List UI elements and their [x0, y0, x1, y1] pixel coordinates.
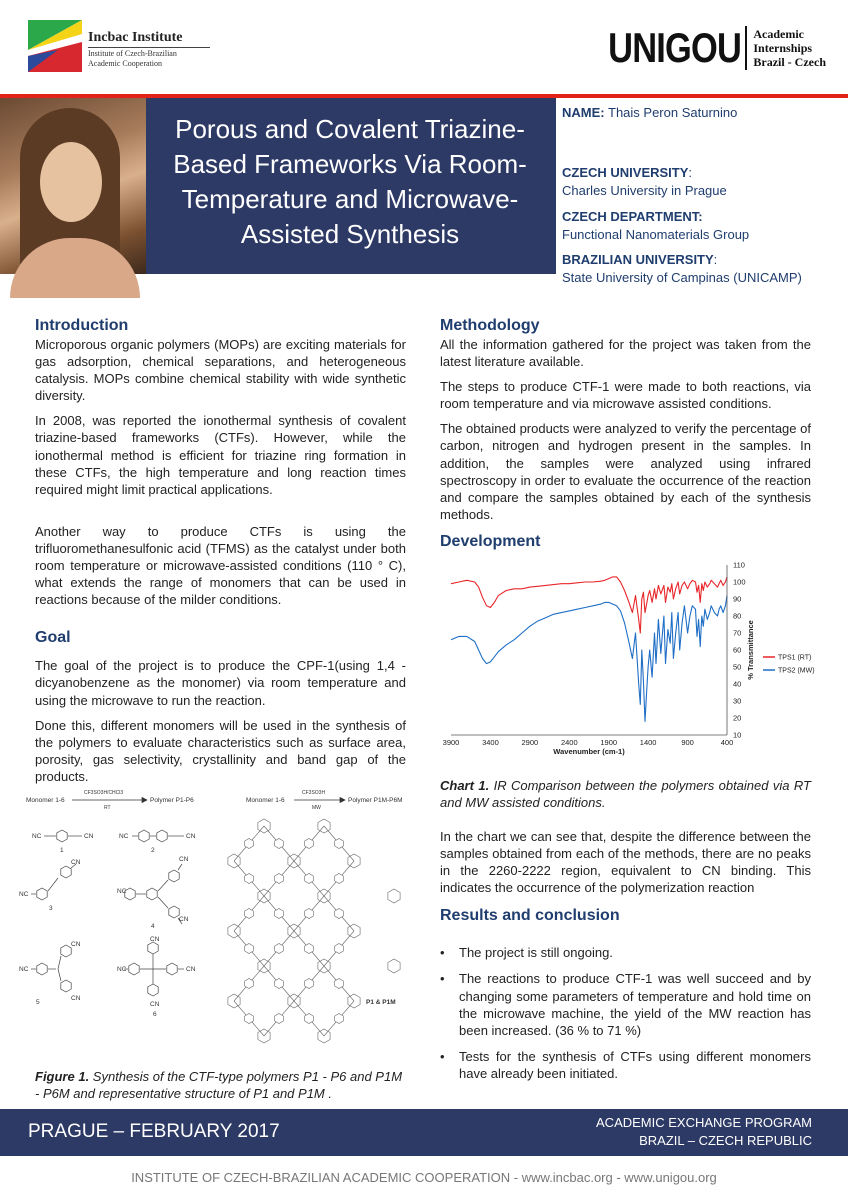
benzene-ring [37, 963, 47, 975]
right-column [440, 316, 811, 552]
institute-name: Incbac Institute [88, 30, 183, 45]
ir-y-tick-label: 60 [733, 645, 742, 655]
phenyl-linker [245, 979, 254, 989]
phenyl-linker [275, 1014, 284, 1024]
phenyl-linker [305, 839, 314, 849]
unigou-divider [745, 26, 747, 70]
phenyl-linker [305, 874, 314, 884]
development-paragraph: In the chart we can see that, despite the difference between the samples obtained from each of the methods, there are no peaks in the 2260-2222 region, equivalent to CN binding. This indicates the occurrence of the polymerization reaction [440, 829, 811, 896]
ir-legend-label: TPS2 (MW) [778, 667, 815, 675]
phenyl-linker [335, 874, 344, 884]
bond [158, 897, 168, 908]
phenyl-linker [245, 909, 254, 919]
bond [158, 880, 168, 891]
ir-x-tick-label: 2900 [521, 738, 539, 747]
czech-department-value: Functional Nanomaterials Group [562, 227, 750, 242]
ir-series-group [451, 577, 727, 722]
title-line: Based Frameworks Via Room- [173, 149, 527, 179]
unigou-tagline-line: Brazil - Czech [753, 55, 826, 69]
benzene-ring [139, 830, 149, 842]
czech-department-row [562, 208, 842, 244]
results-item: • Tests for the synthesis of CTFs using different monomers have already been initiated. [440, 1048, 811, 1082]
monomer-label: CN [71, 941, 81, 948]
phenyl-linker [335, 839, 344, 849]
results-item: • The reactions to produce CTF-1 was well succeed and by changing some parameters of temperature and hold time on the microwave machine, the yield of the MW reaction has been increased. (36 % to 71 %) [440, 970, 811, 1038]
benzene-ring [57, 830, 67, 842]
right-scheme-to: Polymer P1M-P6M [348, 797, 403, 804]
monomer-structures [31, 830, 184, 996]
ir-y-axis-label: % Transmittance [746, 620, 755, 680]
monomer-label: CN [186, 966, 196, 973]
phenyl-linker [305, 1014, 314, 1024]
introduction-heading: Introduction [35, 317, 129, 334]
monomer-label: NC [19, 966, 29, 973]
monomer-label: NC [119, 833, 129, 840]
benzene-ring [37, 888, 47, 900]
title-line: Assisted Synthesis [240, 219, 460, 249]
monomer-number: 6 [153, 1011, 157, 1018]
ir-y-tick-label: 20 [733, 713, 742, 723]
ir-x-tick-label: 400 [720, 738, 734, 747]
ir-x-axis-label: Wavenumber (cm-1) [553, 747, 625, 756]
development-heading: Development [440, 532, 541, 550]
institute-sub-line: Institute of Czech-Brazilian [88, 49, 177, 58]
phenyl-linker [275, 979, 284, 989]
monomer-label: NC [32, 833, 42, 840]
methodology-paragraph: The steps to produce CTF-1 were made to both reactions, via room temperature and via microwave assisted conditions. [440, 379, 811, 412]
incbac-logo [28, 20, 208, 72]
poster-footer [0, 1109, 848, 1156]
ir-x-tick-label: 2400 [560, 738, 578, 747]
ir-x-tick-label: 1400 [639, 738, 657, 747]
name-value: Thais Peron Saturnino [608, 105, 738, 120]
program-line: BRAZIL – CZECH REPUBLIC [639, 1133, 812, 1148]
ir-y-tick-label: 40 [733, 679, 742, 689]
city-date: PRAGUE – FEBRUARY 2017 [28, 1121, 280, 1142]
phenyl-linker [245, 1014, 254, 1024]
synthesis-scheme-svg [14, 786, 420, 1064]
poster-title [160, 112, 540, 252]
structure-label: P1 & P1M [366, 999, 396, 1006]
unigou-tagline [753, 27, 826, 69]
ir-x-tick-label: 3400 [482, 738, 499, 747]
ir-y-tick-label: 90 [733, 594, 742, 604]
brazilian-university-value: State University of Campinas (UNICAMP) [562, 270, 802, 285]
monomer-label: NC [117, 966, 127, 973]
chart-caption-text: IR Comparison between the polymers obtained via RT and MW assisted conditions. [440, 778, 811, 810]
phenyl-linker [305, 909, 314, 919]
ir-y-tick-label: 80 [733, 611, 742, 621]
title-line: Temperature and Microwave- [181, 184, 519, 214]
methodology-heading: Methodology [440, 317, 540, 334]
methodology-paragraph: The obtained products were analyzed to verify the percentage of carbon, nitrogen and hydrogen present in the samples. In addition, the samples were analyzed using infrared spectroscopy in order to evaluate the occurrence of the reaction and compare the samples obtained by each of the synthesis methods. [440, 421, 811, 522]
phenyl-linker [275, 874, 284, 884]
ir-y-tick-label: 50 [733, 662, 742, 672]
results-heading: Results and conclusion [440, 907, 620, 925]
benzene-ring [148, 942, 158, 954]
incbac-flag-icon [28, 20, 82, 72]
monomer-label: CN [71, 859, 81, 866]
benzene-ring [167, 963, 177, 975]
goal-heading: Goal [35, 629, 71, 647]
ir-y-tick-label: 70 [733, 628, 742, 638]
phenyl-linker [305, 979, 314, 989]
ir-x-tick-label: 900 [681, 738, 694, 747]
results-list [440, 944, 811, 1082]
institute-sub-line: Academic Cooperation [88, 59, 162, 68]
benzene-ring [61, 980, 71, 992]
phenyl-linker [275, 839, 284, 849]
monomer-number: 2 [151, 847, 155, 854]
figure-caption-label: Figure 1. [35, 1069, 90, 1084]
czech-university-value: Charles University in Prague [562, 183, 727, 198]
phenyl-linker [335, 979, 344, 989]
monomer-number: 1 [60, 847, 64, 854]
program-line: ACADEMIC EXCHANGE PROGRAM [596, 1115, 812, 1130]
benzene-ring [169, 870, 179, 882]
chart-caption [440, 777, 811, 811]
bond [48, 878, 58, 891]
introduction-paragraph: In 2008, was reported the ionothermal synthesis of covalent triazine-based frameworks (CTFs). However, while the ionothermal method is efficient for triazine ring formation in these CTFs, the high temperature and long reaction times required might limit practical applications. [35, 413, 406, 497]
phenyl-linker [245, 874, 254, 884]
development-section [440, 777, 811, 1082]
author-photo [0, 98, 146, 274]
name-row [562, 104, 842, 122]
monomer-label: CN [186, 833, 196, 840]
goal-paragraph: The goal of the project is to produce the CPF-1(using 1,4 - dicyanobenzene as the monomer) via room temperature and using the microwave to run the reaction. [35, 658, 406, 708]
benzene-ring [61, 945, 71, 957]
right-scheme-condition-top: CF3SO3H [302, 790, 326, 796]
right-scheme-from: Monomer 1-6 [246, 797, 285, 804]
bond [58, 956, 61, 969]
program-name [596, 1114, 812, 1150]
unigou-logo [579, 22, 826, 74]
results-item: • The project is still ongoing. [440, 944, 811, 961]
ir-y-tick-label: 10 [733, 730, 742, 740]
triazine-ring [388, 889, 400, 903]
triazine-ring [388, 959, 400, 973]
phenyl-linker [305, 944, 314, 954]
ir-x-tick-label: 1900 [600, 738, 618, 747]
framework-structure [228, 819, 400, 1043]
monomer-number: 5 [36, 999, 40, 1006]
monomer-label: CN [150, 1001, 160, 1008]
synthesis-figure [14, 786, 420, 1064]
benzene-ring [129, 963, 139, 975]
unigou-tagline-line: Academic [753, 27, 805, 41]
methodology-paragraph: All the information gathered for the project was taken from the latest literature available. [440, 337, 811, 370]
introduction-paragraph: Microporous organic polymers (MOPs) are exciting materials for gas adsorption, chemical separations, and heterogeneous catalysis. MOPs combine chemical stability with wide synthetic diversity. [35, 337, 406, 404]
left-scheme-to: Polymer P1-P6 [150, 797, 194, 804]
monomer-label: NC [19, 891, 29, 898]
phenyl-linker [335, 1014, 344, 1024]
phenyl-linker [245, 944, 254, 954]
left-scheme-condition-top: CF3SO3H/CHCl3 [84, 790, 124, 796]
benzene-ring [157, 830, 167, 842]
figure-caption [35, 1068, 406, 1102]
czech-university-colon: : [688, 165, 693, 180]
czech-department-label: CZECH DEPARTMENT: [562, 209, 703, 224]
phenyl-linker [245, 839, 254, 849]
brazilian-university-label: BRAZILIAN UNIVERSITY [562, 252, 714, 267]
monomer-number: 4 [151, 923, 155, 930]
czech-university-label: CZECH UNIVERSITY [562, 165, 689, 180]
ir-series-line [451, 596, 727, 722]
monomer-label: NC [117, 888, 127, 895]
czech-university-row [562, 164, 842, 200]
ir-legend-label: TPS1 (RT) [778, 654, 812, 662]
phenyl-linker [335, 944, 344, 954]
phenyl-linker [275, 944, 284, 954]
name-label: NAME: [562, 105, 605, 120]
ir-y-tick-label: 30 [733, 696, 742, 706]
photo-face [40, 142, 102, 222]
left-scheme-condition-bottom: RT [104, 805, 111, 811]
goal-paragraph: Done this, different monomers will be used in the synthesis of the polymers to evaluate characteristics such as surface area, porosity, gas selectivity, crystallinity and band gap of the products. [35, 717, 406, 784]
page-header [0, 0, 848, 96]
title-line: Porous and Covalent Triazine- [175, 114, 525, 144]
bond [58, 969, 61, 981]
monomer-label: CN [179, 916, 189, 923]
phenyl-linker [335, 909, 344, 919]
benzene-ring [147, 888, 157, 900]
unigou-wordmark: UNIGOU [608, 24, 742, 71]
ir-y-tick-label: 100 [733, 577, 746, 587]
ir-chart-svg [442, 557, 825, 757]
benzene-ring [61, 866, 71, 878]
monomer-label: CN [71, 995, 81, 1002]
brazilian-university-row [562, 251, 842, 287]
benzene-ring [169, 906, 179, 918]
title-banner [0, 98, 556, 274]
left-column [35, 316, 406, 785]
introduction-paragraph: Another way to produce CTFs is using the trifluoromethanesulfonic acid (TFMS) as the catalyst under both room temperature or microwave-assisted conditions (110 ° C), what extends the range of monomers that can be used in reactions because of the milder conditions. [35, 523, 406, 608]
bond [178, 864, 182, 870]
right-scheme-condition-bottom: MW [312, 805, 321, 811]
monomer-label: CN [179, 856, 189, 863]
unigou-tagline-line: Internships [753, 41, 813, 55]
figure-caption-text: Synthesis of the CTF-type polymers P1 - P6 and P1M - P6M and representative structure of P1 and P1M . [35, 1069, 403, 1101]
benzene-ring [148, 984, 158, 996]
ir-y-tick-label: 110 [733, 560, 745, 570]
ir-axes-group [443, 561, 815, 757]
brazilian-university-colon: : [713, 252, 718, 267]
ir-series-line [451, 577, 727, 633]
chart-caption-label: Chart 1. [440, 778, 490, 793]
monomer-label: CN [150, 936, 160, 943]
phenyl-linker [275, 909, 284, 919]
institute-subtitle [88, 49, 218, 69]
ir-chart [442, 557, 825, 757]
monomer-number: 3 [49, 905, 53, 912]
institute-rule [88, 47, 210, 48]
institute-footer-line: INSTITUTE OF CZECH-BRAZILIAN ACADEMIC COOPERATION - www.incbac.org - www.unigou.org [131, 1170, 717, 1185]
left-scheme-from: Monomer 1-6 [26, 797, 65, 804]
monomer-label: CN [84, 833, 94, 840]
ir-x-tick-label: 3900 [442, 738, 460, 747]
